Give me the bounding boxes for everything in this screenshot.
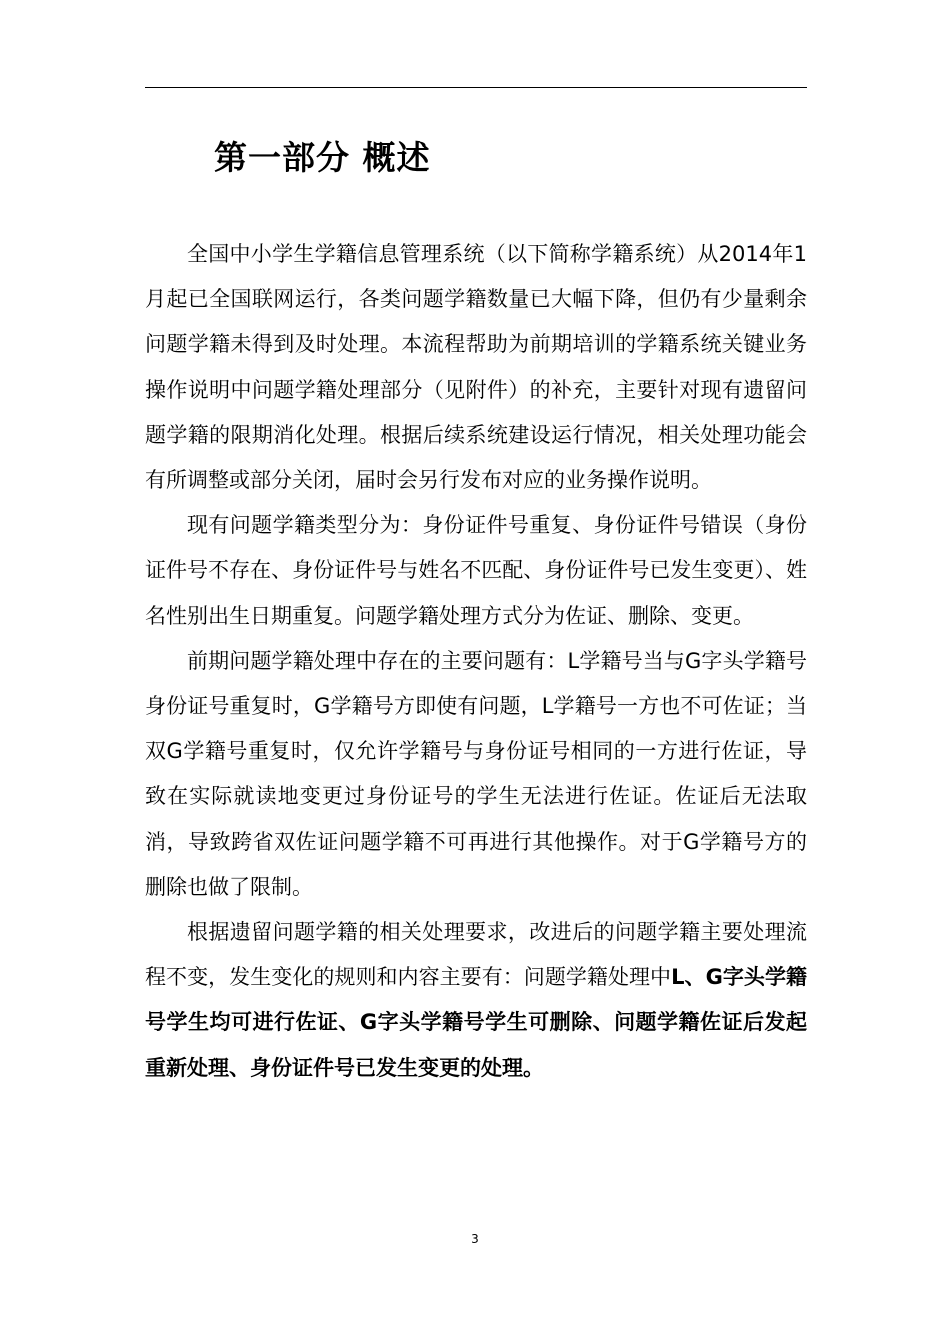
paragraph-improvements-bold: L、G字头学籍号学生均可进行佐证、G字头学籍号学生可删除、问题学籍佐证后发起重新处理、身份证件号已发生变更的处理。 (145, 965, 807, 1080)
paragraph-problem-types: 现有问题学籍类型分为：身份证件号重复、身份证件号错误（身份证件号不存在、身份证件号与姓名不匹配、身份证件号已发生变更）、姓名性别出生日期重复。问题学籍处理方式分为佐证、删除、变更。 (145, 513, 807, 628)
body-text (145, 232, 807, 1091)
paragraph-improvements-text: 根据遗留问题学籍的相关处理要求，改进后的问题学籍主要处理流程不变，发生变化的规则和内容主要有：问题学籍处理中 (145, 920, 807, 990)
header-rule (145, 87, 807, 88)
paragraph-intro: 全国中小学生学籍信息管理系统（以下简称学籍系统）从2014年1月起已全国联网运行，各类问题学籍数量已大幅下降，但仍有少量剩余问题学籍未得到及时处理。本流程帮助为前期培训的学籍系统关键业务操作说明中问题学籍处理部分（见附件）的补充，主要针对现有遗留问题学籍的限期消化处理。根据后续系统建设运行情况，相关处理功能会有所调整或部分关闭，届时会另行发布对应的业务操作说明。 (145, 242, 807, 493)
paragraph-improvements (145, 910, 807, 1091)
page-number: 3 (471, 1232, 479, 1246)
section-title: 第一部分 概述 (214, 138, 431, 177)
paragraph-previous-issues: 前期问题学籍处理中存在的主要问题有：L学籍号当与G字头学籍号身份证号重复时，G学籍号方即使有问题，L学籍号一方也不可佐证；当双G学籍号重复时，仅允许学籍号与身份证号相同的一方进行佐证，导致在实际就读地变更过身份证号的学生无法进行佐证。佐证后无法取消，导致跨省双佐证问题学籍不可再进行其他操作。对于G学籍号方的删除也做了限制。 (145, 648, 807, 899)
